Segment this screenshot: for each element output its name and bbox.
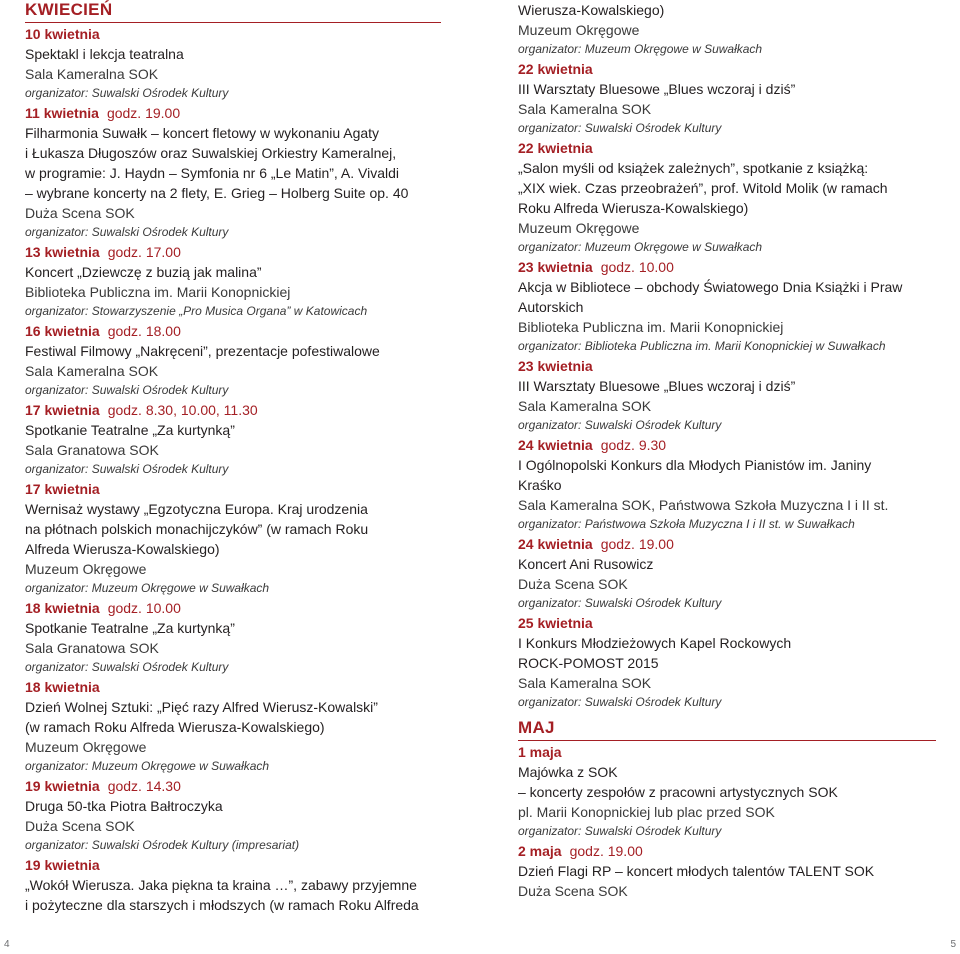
event-date: 25 kwietnia: [518, 615, 593, 631]
event: [25, 242, 445, 321]
event-venue: Duża Scena SOK: [25, 205, 135, 221]
event-date: 24 kwietnia: [518, 536, 593, 552]
event-organizer: organizator: Muzeum Okręgowe w Suwałkach: [518, 42, 763, 56]
event-date: 19 kwietnia: [25, 857, 100, 873]
event-organizer: organizator: Suwalski Ośrodek Kultury: [518, 418, 722, 432]
event-time: godz. 19.00: [569, 843, 643, 859]
event: [518, 59, 938, 138]
event-title: Filharmonia Suwałk – koncert fletowy w wykonaniu Agaty i Łukasza Długoszów oraz Suwalskiej Orkiestry Kameralnej, w programie: J. Haydn – Symfonia nr 6 „Le Matin”, A. Vivaldi – wybrane koncerty na 2 flety, E. Grieg – Holberg Suite op. 40: [25, 125, 409, 201]
page-number-right: 5: [950, 939, 956, 950]
event-date-line: [25, 677, 445, 697]
event: [25, 855, 445, 915]
right-column: [518, 0, 938, 901]
event: [25, 677, 445, 776]
event-time: godz. 19.00: [600, 536, 674, 552]
event-organizer: organizator: Biblioteka Publiczna im. Marii Konopnickiej w Suwałkach: [518, 339, 886, 353]
event-title: III Warsztaty Bluesowe „Blues wczoraj i dziś”: [518, 81, 796, 97]
event-title: Dzień Wolnej Sztuki: „Pięć razy Alfred Wierusz-Kowalski” (w ramach Roku Alfreda Wierusza-Kowalskiego): [25, 699, 378, 735]
event-organizer: organizator: Suwalski Ośrodek Kultury (impresariat): [25, 838, 300, 852]
event-date-line: [518, 356, 938, 376]
right-events-top: [518, 0, 938, 712]
event: [518, 0, 938, 59]
event-venue: Sala Kameralna SOK: [25, 363, 159, 379]
event-venue: Muzeum Okręgowe: [25, 739, 147, 755]
event-organizer: organizator: Suwalski Ośrodek Kultury: [25, 383, 229, 397]
event-date-line: [518, 435, 938, 455]
event-organizer: organizator: Państwowa Szkoła Muzyczna I i II st. w Suwałkach: [518, 517, 855, 531]
event-title: Spotkanie Teatralne „Za kurtynką”: [25, 422, 235, 438]
event-date-line: [25, 400, 445, 420]
event-organizer: organizator: Suwalski Ośrodek Kultury: [25, 462, 229, 476]
event-date-line: [518, 59, 938, 79]
event-date-line: [25, 855, 445, 875]
event: [25, 598, 445, 677]
event: [25, 321, 445, 400]
event-venue: Biblioteka Publiczna im. Marii Konopnickiej: [518, 319, 784, 335]
event-date-line: [25, 103, 445, 123]
month-title: MAJ: [518, 718, 555, 737]
page-number-left: 4: [4, 939, 10, 950]
event-venue: Sala Kameralna SOK, Państwowa Szkoła Muzyczna I i II st.: [518, 497, 889, 513]
event-title: Spektakl i lekcja teatralna: [25, 46, 184, 62]
event: [25, 776, 445, 855]
event-title: „Salon myśli od książek zależnych”, spotkanie z książką: „XIX wiek. Czas przeobrażeń”, prof. Witold Molik (w ramach Roku Alfreda Wierusza-Kowalskiego): [518, 160, 888, 216]
event-organizer: organizator: Muzeum Okręgowe w Suwałkach: [25, 581, 270, 595]
event: [518, 534, 938, 613]
event-venue: Sala Kameralna SOK: [518, 101, 652, 117]
event-time: godz. 14.30: [107, 778, 181, 794]
event-organizer: organizator: Suwalski Ośrodek Kultury: [25, 660, 229, 674]
event-title: Wernisaż wystawy „Egzotyczna Europa. Kraj urodzenia na płótnach polskich monachijczyków” (w ramach Roku Alfreda Wierusza-Kowalskiego): [25, 501, 369, 557]
event: [518, 138, 938, 257]
event-date-line: [518, 257, 938, 277]
event-date: 22 kwietnia: [518, 140, 593, 156]
event: [25, 479, 445, 598]
event: [518, 356, 938, 435]
event: [518, 613, 938, 712]
event-date: 23 kwietnia: [518, 259, 593, 275]
event-time: godz. 19.00: [106, 105, 181, 121]
event-time: godz. 8.30, 10.00, 11.30: [107, 402, 258, 418]
event-time: godz. 17.00: [107, 244, 181, 260]
event-title: Druga 50-tka Piotra Bałtroczyka: [25, 798, 223, 814]
event-venue: pl. Marii Konopnickiej lub plac przed SOK: [518, 804, 775, 820]
event-venue: Muzeum Okręgowe: [518, 22, 640, 38]
event-title: Wierusza-Kowalskiego): [518, 2, 665, 18]
event-date-line: [25, 479, 445, 499]
event-organizer: organizator: Suwalski Ośrodek Kultury: [25, 225, 229, 239]
event-title: Dzień Flagi RP – koncert młodych talentów TALENT SOK: [518, 863, 875, 879]
event-date: 10 kwietnia: [25, 26, 100, 42]
event-venue: Sala Kameralna SOK: [518, 398, 652, 414]
event-date-line: [25, 24, 445, 44]
right-events-bottom: [518, 742, 938, 901]
event-venue: Sala Granatowa SOK: [25, 640, 159, 656]
event-title: Festiwal Filmowy „Nakręceni”, prezentacje pofestiwalowe: [25, 343, 380, 359]
event-date-line: [25, 321, 445, 341]
event-date: 16 kwietnia: [25, 323, 100, 339]
event-time: godz. 18.00: [107, 323, 181, 339]
event-venue: Duża Scena SOK: [25, 818, 135, 834]
event-organizer: organizator: Suwalski Ośrodek Kultury: [518, 121, 722, 135]
event-title: III Warsztaty Bluesowe „Blues wczoraj i dziś”: [518, 378, 796, 394]
event-venue: Muzeum Okręgowe: [25, 561, 147, 577]
event-organizer: organizator: Suwalski Ośrodek Kultury: [518, 695, 722, 709]
event: [25, 103, 445, 242]
left-column: [25, 0, 445, 915]
month-rule: [518, 740, 936, 742]
event-organizer: organizator: Suwalski Ośrodek Kultury: [518, 824, 722, 838]
event-date: 1 maja: [518, 744, 562, 760]
event-venue: Duża Scena SOK: [518, 883, 628, 899]
event-time: godz. 10.00: [107, 600, 181, 616]
event-venue: Muzeum Okręgowe: [518, 220, 640, 236]
event-date: 11 kwietnia: [25, 105, 99, 121]
event-date: 18 kwietnia: [25, 600, 100, 616]
event-date-line: [25, 242, 445, 262]
event-organizer: organizator: Stowarzyszenie „Pro Musica Organa” w Katowicach: [25, 304, 368, 318]
event-title: I Konkurs Młodzieżowych Kapel Rockowych ROCK-POMOST 2015: [518, 635, 792, 671]
event: [25, 24, 445, 103]
month-header-may: [518, 718, 938, 742]
event-title: Koncert Ani Rusowicz: [518, 556, 654, 572]
event-title: Koncert „Dziewczę z buzią jak malina”: [25, 264, 262, 280]
event-date: 24 kwietnia: [518, 437, 593, 453]
event-date: 19 kwietnia: [25, 778, 100, 794]
event-date-line: [518, 138, 938, 158]
event-organizer: organizator: Muzeum Okręgowe w Suwałkach: [518, 240, 763, 254]
event-title: I Ogólnopolski Konkurs dla Młodych Pianistów im. Janiny Kraśko: [518, 457, 872, 493]
event-venue: Sala Kameralna SOK: [518, 675, 652, 691]
event: [518, 742, 938, 841]
event-organizer: organizator: Suwalski Ośrodek Kultury: [518, 596, 722, 610]
event-time: godz. 10.00: [600, 259, 674, 275]
month-title: KWIECIEŃ: [25, 0, 113, 19]
event-date: 23 kwietnia: [518, 358, 593, 374]
event: [518, 435, 938, 534]
event: [518, 841, 938, 901]
event-organizer: organizator: Suwalski Ośrodek Kultury: [25, 86, 229, 100]
event-date-line: [518, 841, 938, 861]
event-date: 18 kwietnia: [25, 679, 100, 695]
event-venue: Biblioteka Publiczna im. Marii Konopnickiej: [25, 284, 291, 300]
event-date: 22 kwietnia: [518, 61, 593, 77]
event-date: 17 kwietnia: [25, 481, 100, 497]
event: [518, 257, 938, 356]
event-title: „Wokół Wierusza. Jaka piękna ta kraina …”, zabawy przyjemne i pożyteczne dla starszych i młodszych (w ramach Roku Alfreda: [25, 877, 419, 913]
event-venue: Sala Granatowa SOK: [25, 442, 159, 458]
event-title: Spotkanie Teatralne „Za kurtynką”: [25, 620, 235, 636]
left-events: [25, 24, 445, 915]
event-date-line: [518, 613, 938, 633]
event-venue: Sala Kameralna SOK: [25, 66, 159, 82]
event-date-line: [25, 776, 445, 796]
event-date: 13 kwietnia: [25, 244, 100, 260]
event-date-line: [518, 742, 938, 762]
event-title: Majówka z SOK – koncerty zespołów z pracowni artystycznych SOK: [518, 764, 838, 800]
month-header-april: [25, 0, 445, 24]
event-date: 17 kwietnia: [25, 402, 100, 418]
event-date-line: [518, 534, 938, 554]
event-venue: Duża Scena SOK: [518, 576, 628, 592]
event-organizer: organizator: Muzeum Okręgowe w Suwałkach: [25, 759, 270, 773]
event-date-line: [25, 598, 445, 618]
event-time: godz. 9.30: [600, 437, 667, 453]
month-rule: [25, 22, 441, 24]
event-title: Akcja w Bibliotece – obchody Światowego Dnia Książki i Praw Autorskich: [518, 279, 903, 315]
event-date: 2 maja: [518, 843, 562, 859]
event: [25, 400, 445, 479]
